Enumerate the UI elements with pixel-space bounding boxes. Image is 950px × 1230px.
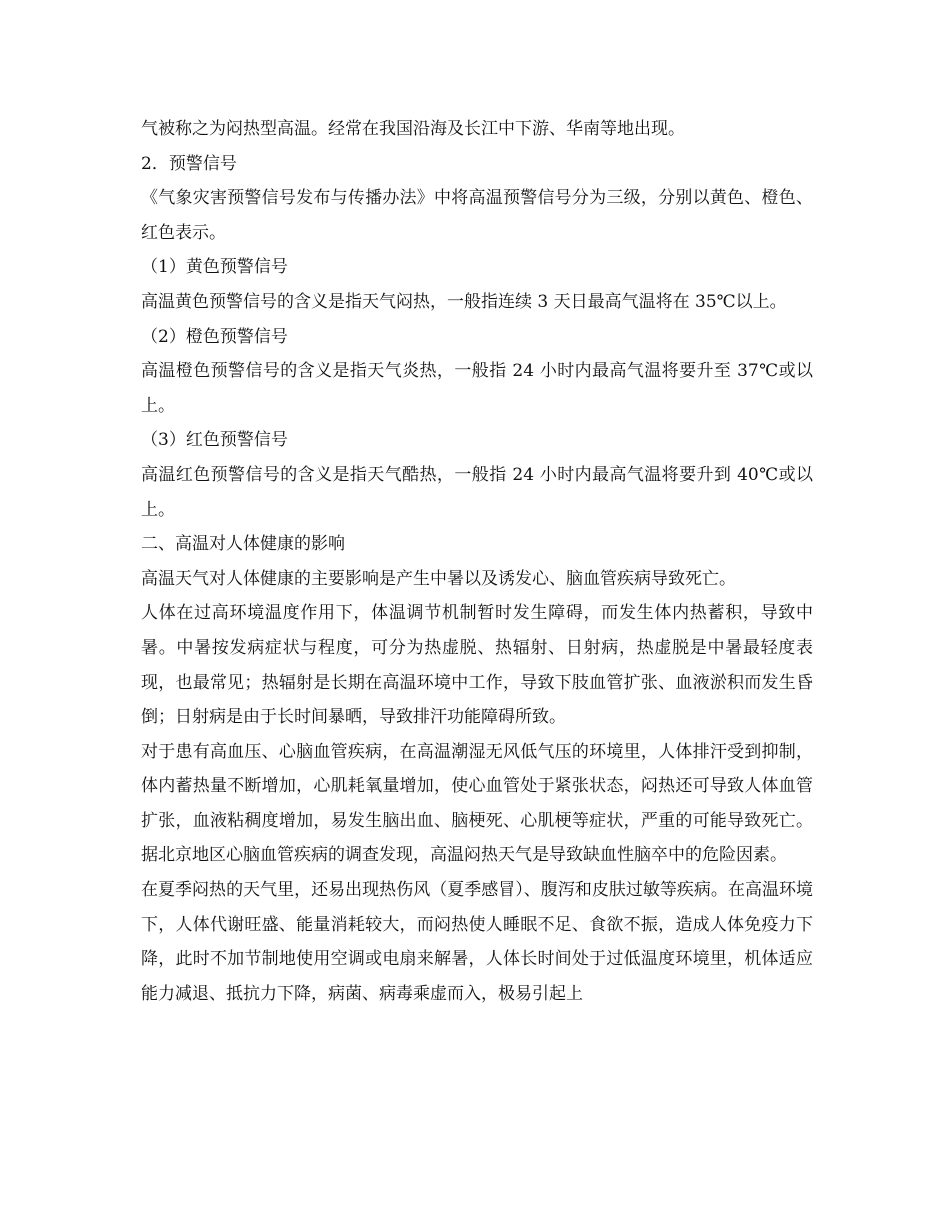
paragraph-yellow-signal: 高温黄色预警信号的含义是指天气闷热，一般指连续 3 天日最高气温将在 35℃以上。 [141,291,787,312]
paragraph-intro-continuation: 气被称之为闷热型高温。经常在我国沿海及长江中下游、华南等地出现。 [141,119,685,139]
paragraph-warning-levels: 《气象灾害预警信号发布与传播办法》中将高温预警信号分为三级，分别以黄色、橙色、红色表示。 [141,188,813,243]
paragraph-red-signal: 高温红色预警信号的含义是指天气酷热，一般指 24 小时内最高气温将要升到 40℃或以上。 [141,464,813,520]
section-heading-warning-signals: 2．预警信号 [141,153,237,174]
subheading-orange-signal: （2）橙色预警信号 [141,326,288,347]
paragraph-summer-illness: 在夏季闷热的天气里，还易出现热伤风（夏季感冒）、腹泻和皮肤过敏等疾病。在高温环境下，人体代谢旺盛、能量消耗较大，而闷热使人睡眠不足、食欲不振，造成人体免疫力下降，此时不加节制地使用空调或电扇来解暑，人体长时间处于过低温度环境里，机体适应能力减退、抵抗力下降，病菌、病毒乘虚而入，极易引起上 [141,880,813,1004]
subheading-yellow-signal: （1）黄色预警信号 [141,257,288,278]
paragraph-heatstroke: 人体在过高环境温度作用下，体温调节机制暂时发生障碍，而发生体内热蓄积，导致中暑。中暑按发病症状与程度，可分为热虚脱、热辐射、日射病，热虚脱是中暑最轻度表现，也最常见；热辐射是长期在高温环境中工作，导致下肢血管扩张、血液淤积而发生昏倒；日射病是由于长时间暴晒，导致排汗功能障碍所致。 [141,603,813,728]
section-heading-health-effects: 二、高温对人体健康的影响 [141,534,345,555]
paragraph-cardiovascular: 对于患有高血压、心脑血管疾病，在高温潮湿无风低气压的环境里，人体排汗受到抑制，体内蓄热量不断增加，心肌耗氧量增加，使心血管处于紧张状态，闷热还可导致人体血管扩张，血液粘稠度增加，易发生脑出血、脑梗死、心肌梗等症状，严重的可能导致死亡。据北京地区心脑血管疾病的调查发现，高温闷热天气是导致缺血性脑卒中的危险因素。 [141,741,813,866]
document-body [141,112,813,1011]
subheading-red-signal: （3）红色预警信号 [141,430,288,451]
paragraph-orange-signal: 高温橙色预警信号的含义是指天气炎热，一般指 24 小时内最高气温将要升至 37℃或以上。 [141,361,813,416]
paragraph-health-main-effects: 高温天气对人体健康的主要影响是产生中暑以及诱发心、脑血管疾病导致死亡。 [141,568,736,589]
